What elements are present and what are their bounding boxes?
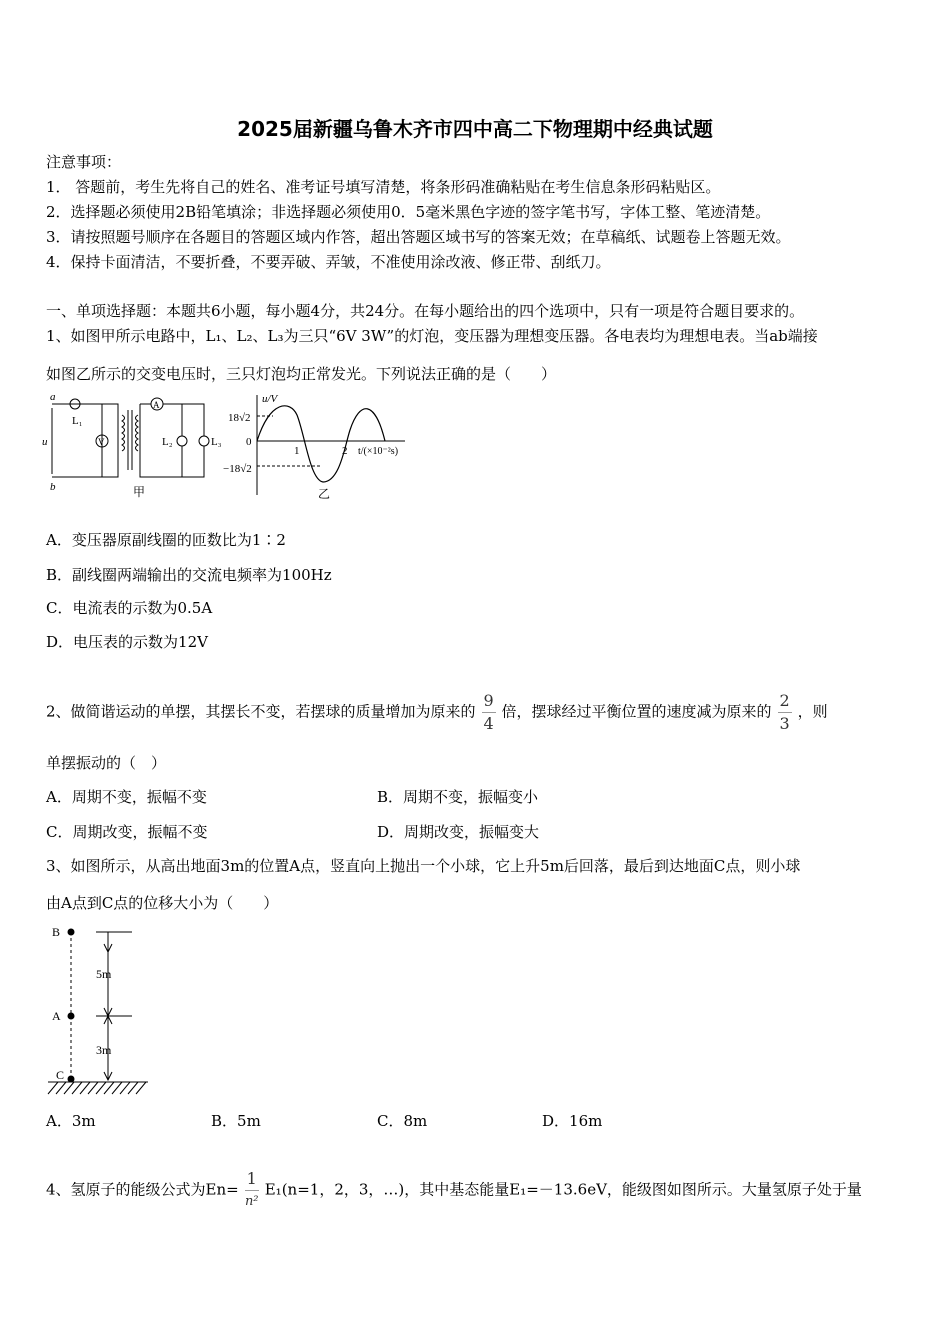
q3-figure (44, 922, 154, 1100)
section-heading: 一、单项选择题：本题共6小题，每小题4分，共24分。在每小题给出的四个选项中，只有一项是符合题目要求的。 (46, 302, 805, 320)
q3-text: 由A点到C点的位移大小为（ ） (46, 894, 279, 912)
x-axis-label: t/(×10⁻²s) (358, 446, 399, 457)
q1-figure (40, 390, 420, 502)
q2-option-a[interactable]: A．周期不变，振幅不变 (46, 788, 207, 806)
fraction-numerator: 1 (246, 1169, 257, 1188)
ammeter-icon: A (153, 400, 160, 410)
y-axis-label: u/V (262, 393, 278, 405)
fraction-denominator: n² (244, 1194, 259, 1209)
q2-text (46, 692, 828, 733)
q2-option-b[interactable]: B．周期不变，振幅变小 (377, 788, 539, 806)
fraction-9-4 (482, 692, 496, 733)
fraction-2-3 (778, 692, 792, 733)
label-b: b (50, 481, 56, 493)
q1-text: 1、如图甲所示电路中，L₁、L₂、L₃为三只“6V 3W”的灯泡，变压器为理想变压器。各电表均为理想电表。当ab端接 (46, 327, 818, 345)
q1-text: 如图乙所示的交变电压时，三只灯泡均正常发光。下列说法正确的是（ ） (46, 365, 557, 383)
q2-option-d[interactable]: D．周期改变，振幅变大 (377, 823, 540, 841)
y-zero-label: 0 (246, 436, 252, 448)
q4-text (46, 1170, 862, 1211)
y-max-label: 18√2 (228, 412, 251, 424)
q4-text-a: 4、氢原子的能级公式为En= (46, 1180, 239, 1199)
q1-option-b[interactable]: B．副线圈两端输出的交流电频率为100Hz (46, 566, 332, 584)
notice-item: 2．选择题必须使用2B铅笔填涂；非选择题必须使用0．5毫米黑色字迹的签字笔书写，字体工整、笔迹清楚。 (46, 203, 771, 221)
distance-3m: 3m (96, 1043, 112, 1057)
fraction-denominator: 3 (779, 714, 790, 733)
point-b-label: B (52, 925, 61, 939)
x-tick-2: 2 (342, 445, 348, 457)
q1-option-a[interactable]: A．变压器原副线圈的匝数比为1∶2 (46, 531, 286, 549)
label-yi: 乙 (318, 487, 331, 501)
label-a: a (50, 391, 56, 403)
label-l2: L₂ (162, 436, 173, 448)
fraction-numerator: 2 (779, 691, 790, 710)
notice-item: 1． 答题前，考生先将自己的姓名、准考证号填写清楚，将条形码准确粘贴在考生信息条形码粘贴区。 (46, 178, 721, 196)
point-a-label: A (52, 1009, 61, 1023)
distance-5m: 5m (96, 967, 112, 981)
fraction-numerator: 9 (483, 691, 494, 710)
label-u: u (42, 436, 48, 448)
q2-text-a: 2、做简谐运动的单摆，其摆长不变，若摆球的质量增加为原来的 (46, 702, 476, 721)
q1-option-d[interactable]: D．电压表的示数为12V (46, 633, 208, 651)
q3-text: 3、如图所示，从高出地面3m的位置A点，竖直向上抛出一个小球，它上升5m后回落，最后到达地面C点，则小球 (46, 857, 801, 875)
q3-option-d[interactable]: D．16m (542, 1112, 603, 1130)
label-l3: L₃ (211, 436, 222, 448)
q3-option-b[interactable]: B．5m (211, 1112, 261, 1130)
voltmeter-icon: V (98, 437, 105, 447)
page-title: 2025届新疆乌鲁木齐市四中高二下物理期中经典试题 (237, 117, 713, 141)
notice-item: 4．保持卡面清洁，不要折叠，不要弄破、弄皱，不准使用涂改液、修正带、刮纸刀。 (46, 253, 611, 271)
q4-text-b: E₁(n=1，2，3，…)，其中基态能量E₁=－13.6eV，能级图如图所示。大量氢原子处于量 (264, 1180, 862, 1199)
q2-option-c[interactable]: C．周期改变，振幅不变 (46, 823, 208, 841)
q2-text-c: ，则 (797, 702, 828, 721)
label-l1: L₁ (72, 415, 83, 427)
label-jia: 甲 (133, 485, 146, 499)
q2-text: 单摆振动的（ ） (46, 754, 167, 772)
x-tick-1: 1 (294, 445, 300, 457)
point-c-label: C (56, 1068, 65, 1082)
notice-heading: 注意事项： (46, 153, 122, 171)
q3-option-c[interactable]: C．8m (377, 1112, 428, 1130)
q1-option-c[interactable]: C．电流表的示数为0.5A (46, 599, 213, 617)
q3-option-a[interactable]: A．3m (46, 1112, 96, 1130)
y-min-label: −18√2 (223, 463, 252, 475)
q2-text-b: 倍，摆球经过平衡位置的速度减为原来的 (501, 702, 772, 721)
fraction-denominator: 4 (483, 714, 494, 733)
fraction-1-n2 (245, 1170, 259, 1211)
notice-item: 3．请按照题号顺序在各题目的答题区域内作答，超出答题区域书写的答案无效；在草稿纸、试题卷上答题无效。 (46, 228, 791, 246)
